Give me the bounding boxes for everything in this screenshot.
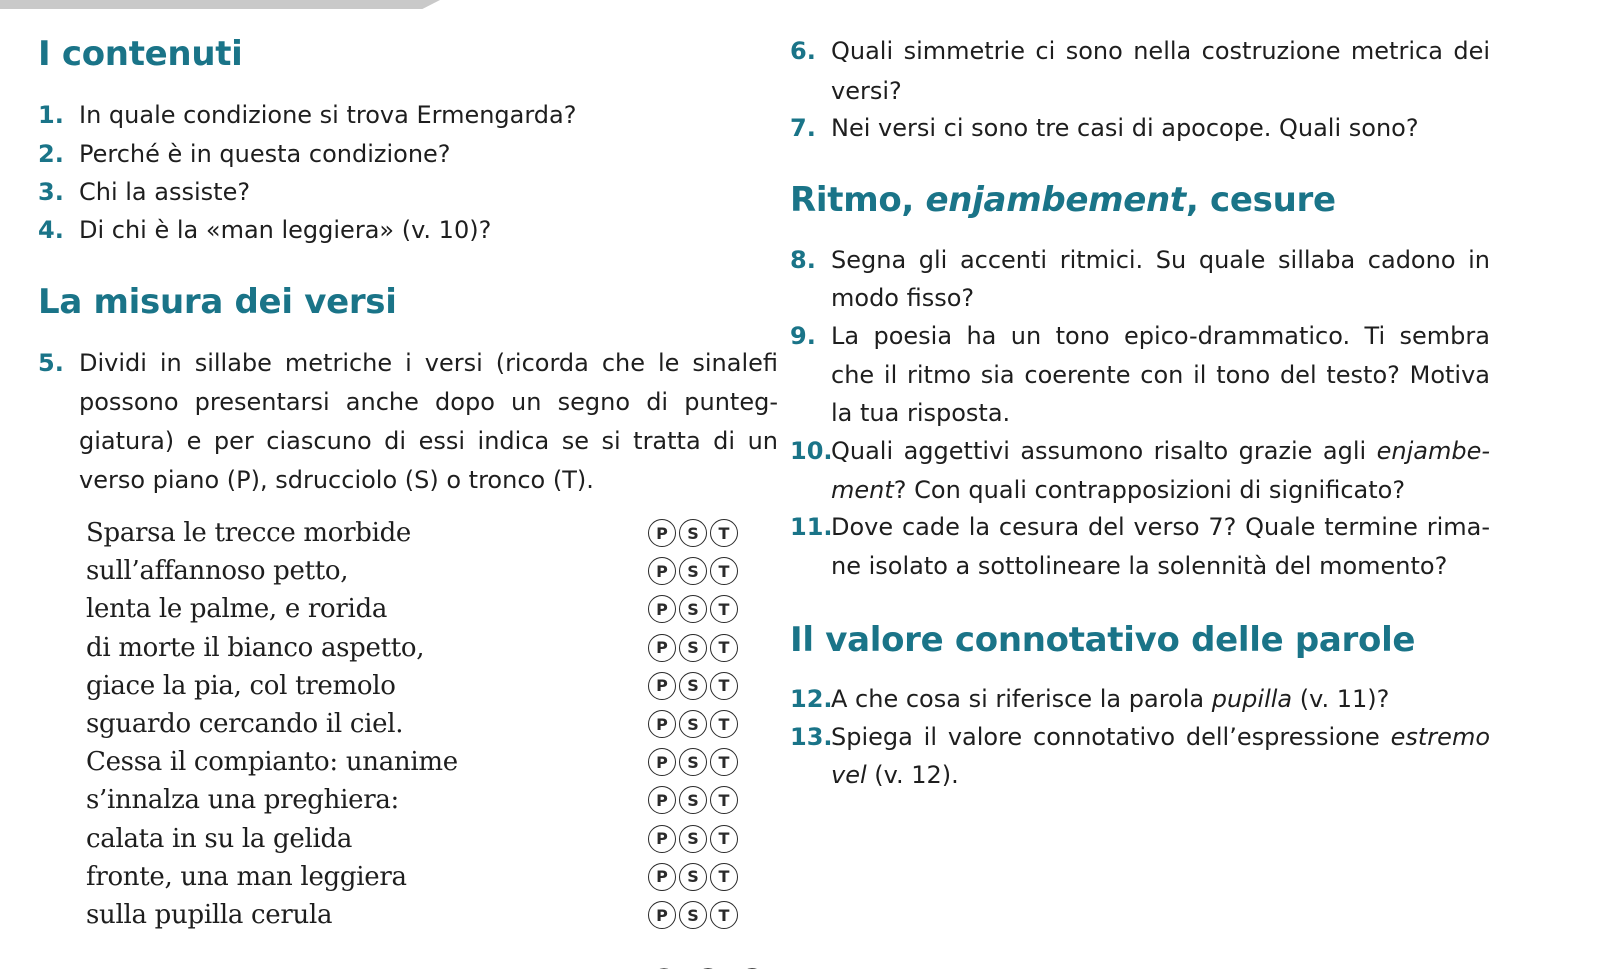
- question-number: 2.: [38, 140, 64, 168]
- question-text: Dividi in sillabe metriche i versi (ricorda che le sinalefi possono presentarsi anche dopo un segno di punteg-giatura) e per ciascuno di essi indica se si tratta di un verso piano (P), sdrucciolo (S) o tronco (T).: [79, 349, 778, 494]
- top-decorative-bar: [0, 0, 440, 9]
- question-number: 5.: [38, 349, 64, 377]
- option-circle-s[interactable]: S: [679, 672, 707, 700]
- question-number: 3.: [38, 178, 64, 206]
- verse-line: [86, 628, 786, 668]
- cut-off-options-row: [648, 962, 778, 969]
- verse-line: [86, 780, 786, 820]
- verse-type-options: [648, 595, 738, 623]
- text-part: (v. 12).: [866, 761, 959, 789]
- verse-text: sull’affannoso petto,: [86, 556, 349, 587]
- question-text: [790, 718, 1490, 794]
- question-12: [790, 679, 1490, 719]
- option-circle-s[interactable]: S: [679, 748, 707, 776]
- verse-type-options: [648, 825, 738, 853]
- verse-line: [86, 895, 786, 935]
- option-circle-s[interactable]: S: [679, 519, 707, 547]
- question-10: [790, 432, 1490, 509]
- question-number: 8.: [790, 246, 816, 274]
- heading-part: Ritmo,: [790, 180, 926, 220]
- option-circle-p[interactable]: P: [648, 710, 676, 738]
- heading-misura-dei-versi: La misura dei versi: [38, 282, 397, 322]
- verse-text: sguardo cercando il ciel.: [86, 709, 404, 739]
- question-number: 13.: [790, 723, 833, 751]
- text-part: A che cosa si riferisce la parola: [831, 685, 1212, 713]
- option-circle-t[interactable]: T: [710, 557, 738, 585]
- option-circle-p[interactable]: P: [648, 672, 676, 700]
- question-number: 9.: [790, 322, 816, 350]
- question-text: [790, 432, 1490, 509]
- verse-line: [86, 666, 786, 706]
- text-part: Spiega il valore connotativo dell’espressione: [831, 723, 1391, 751]
- verse-text: giace la pia, col tremolo: [86, 670, 396, 701]
- verse-type-options: [648, 634, 738, 662]
- verse-type-options: [648, 710, 738, 738]
- option-circle-p[interactable]: P: [648, 825, 676, 853]
- question-8: [790, 241, 1490, 317]
- question-number: 10.: [790, 437, 833, 465]
- verse-type-options: [648, 672, 738, 700]
- verse-type-options: [648, 557, 738, 585]
- question-text: Segna gli accenti ritmici. Su quale sillaba cadono in modo fisso?: [831, 246, 1490, 312]
- question-2: [38, 134, 788, 174]
- verse-type-options: [648, 901, 738, 929]
- option-circle-s[interactable]: S: [679, 825, 707, 853]
- question-text: La poesia ha un tono epico-drammatico. Ti sembra che il ritmo sia coerente con il tono del testo? Motiva la tua risposta.: [831, 322, 1490, 427]
- option-circle-s[interactable]: S: [679, 634, 707, 662]
- italic-term: enjambe-ment: [831, 437, 1490, 504]
- question-6: [790, 31, 1490, 111]
- verse-line: [86, 857, 786, 897]
- verse-text: s’innalza una preghiera:: [86, 785, 399, 816]
- verse-line: [86, 513, 786, 553]
- italic-term: pupilla: [1211, 685, 1293, 713]
- question-4: [38, 210, 788, 250]
- question-5: [38, 344, 778, 500]
- option-circle-p[interactable]: P: [648, 786, 676, 814]
- verse-line: [86, 819, 786, 859]
- question-number: 4.: [38, 216, 64, 244]
- heading-contenuti: I contenuti: [38, 34, 243, 74]
- option-circle-p[interactable]: P: [648, 748, 676, 776]
- option-circle-t[interactable]: T: [710, 672, 738, 700]
- question-11: [790, 508, 1490, 585]
- verse-text: di morte il bianco aspetto,: [86, 632, 425, 663]
- option-circle-s[interactable]: S: [679, 557, 707, 585]
- verse-text: lenta le palme, e rorida: [86, 594, 388, 625]
- option-circle-t[interactable]: T: [710, 825, 738, 853]
- option-circle-t[interactable]: T: [710, 748, 738, 776]
- option-circle-p[interactable]: P: [648, 519, 676, 547]
- question-text: Perché è in questa condizione?: [79, 140, 451, 168]
- question-text: In quale condizione si trova Ermengarda?: [79, 101, 577, 129]
- text-part: (v. 11)?: [1292, 685, 1390, 713]
- verse-type-options: [648, 748, 738, 776]
- option-circle-t[interactable]: T: [710, 901, 738, 929]
- verse-text: Cessa il compianto: unanime: [86, 747, 458, 778]
- verse-type-options: [648, 863, 738, 891]
- verse-line: [86, 704, 786, 744]
- question-7: [790, 108, 1490, 148]
- heading-italic-part: enjambement: [925, 180, 1186, 220]
- heading-valore-connotativo: Il valore connotativo delle parole: [790, 620, 1416, 660]
- question-text: Chi la assiste?: [79, 178, 251, 206]
- option-circle-t[interactable]: T: [710, 863, 738, 891]
- question-number: 1.: [38, 101, 64, 129]
- verse-type-options: [648, 519, 738, 547]
- text-part: Quali aggettivi assumono risalto grazie agli: [831, 437, 1377, 465]
- option-circle-p[interactable]: P: [648, 595, 676, 623]
- question-text: Dove cade la cesura del verso 7? Quale termine rima-ne isolato a sottolineare la solennità del momento?: [831, 513, 1490, 580]
- question-number: 7.: [790, 114, 816, 142]
- question-13: [790, 718, 1490, 794]
- heading-ritmo-enjambement-cesure: [790, 180, 1336, 220]
- verse-line: [86, 742, 786, 782]
- question-number: 6.: [790, 37, 816, 65]
- option-circle-t[interactable]: T: [710, 634, 738, 662]
- option-circle-t[interactable]: T: [710, 595, 738, 623]
- question-text: Nei versi ci sono tre casi di apocope. Quali sono?: [831, 114, 1419, 142]
- question-number: 11.: [790, 513, 833, 541]
- verse-text: Sparsa le trecce morbide: [86, 518, 412, 548]
- verse-text: calata in su la gelida: [86, 823, 353, 854]
- option-circle-p[interactable]: P: [648, 863, 676, 891]
- question-text: Di chi è la «man leggiera» (v. 10)?: [79, 216, 492, 244]
- question-number: 12.: [790, 685, 833, 713]
- option-circle-t[interactable]: T: [710, 519, 738, 547]
- option-circle-s[interactable]: S: [679, 786, 707, 814]
- verse-text: fronte, una man leggiera: [86, 861, 407, 892]
- verse-line: [86, 589, 786, 629]
- option-circle-t[interactable]: T: [710, 710, 738, 738]
- question-3: [38, 172, 788, 212]
- verse-line: [86, 551, 786, 591]
- verse-text: sulla pupilla cerula: [86, 900, 333, 930]
- question-9: [790, 317, 1490, 433]
- heading-part: , cesure: [1185, 180, 1336, 220]
- verse-type-options: [648, 786, 738, 814]
- option-circle-t[interactable]: T: [710, 786, 738, 814]
- option-circle-p[interactable]: P: [648, 557, 676, 585]
- text-part: ? Con quali contrapposizioni di significato?: [893, 475, 1406, 504]
- option-circle-s[interactable]: S: [679, 710, 707, 738]
- option-circle-s[interactable]: S: [679, 595, 707, 623]
- option-circle-p[interactable]: P: [648, 901, 676, 929]
- question-text: Quali simmetrie ci sono nella costruzione metrica dei versi?: [831, 37, 1490, 105]
- option-circle-p[interactable]: P: [648, 634, 676, 662]
- question-1: [38, 95, 788, 135]
- italic-term: estremo vel: [831, 723, 1490, 789]
- option-circle-s[interactable]: S: [679, 863, 707, 891]
- option-circle-s[interactable]: S: [679, 901, 707, 929]
- question-text: [790, 679, 1490, 719]
